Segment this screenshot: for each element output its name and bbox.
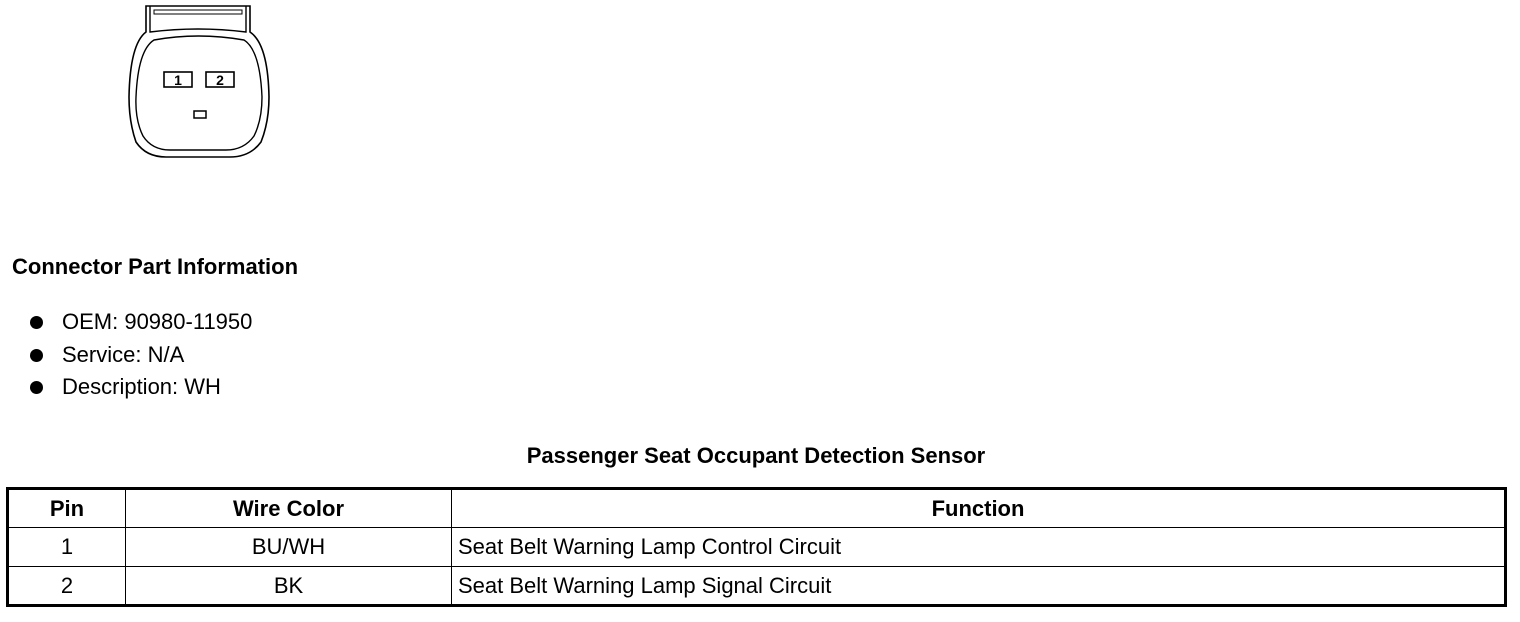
table-row <box>8 528 1506 567</box>
service-text: Service: N/A <box>62 341 185 367</box>
cell-function: Seat Belt Warning Lamp Control Circuit <box>452 528 1506 567</box>
cell-wire-color: BK <box>126 567 452 606</box>
cell-pin: 2 <box>8 567 126 606</box>
part-info-list <box>30 306 252 404</box>
bullet-icon <box>30 349 43 362</box>
bullet-icon <box>30 316 43 329</box>
connector-key-slot <box>194 111 206 118</box>
oem-text: OEM: 90980-11950 <box>62 309 253 334</box>
table-title: Passenger Seat Occupant Detection Sensor <box>526 443 986 468</box>
description-text: Description: WH <box>62 374 221 399</box>
cell-function: Seat Belt Warning Lamp Signal Circuit <box>452 567 1506 606</box>
bullet-icon <box>30 381 43 394</box>
table-row <box>8 567 1506 606</box>
pin-table <box>6 487 1507 607</box>
section-title: Connector Part Information <box>12 254 299 279</box>
header-pin: Pin <box>8 489 126 528</box>
header-wire-color: Wire Color <box>126 489 452 528</box>
header-function: Function <box>452 489 1506 528</box>
cell-pin: 1 <box>8 528 126 567</box>
pin-label-1: 1 <box>174 72 182 88</box>
list-item-service <box>30 339 252 372</box>
list-item-oem <box>30 306 252 339</box>
latch-bar <box>154 10 242 14</box>
connector-face-diagram <box>126 2 272 160</box>
list-item-description <box>30 371 252 404</box>
pin-label-2: 2 <box>216 72 224 88</box>
table-header-row <box>8 489 1506 528</box>
connector-inner-shell <box>136 36 262 150</box>
cell-wire-color: BU/WH <box>126 528 452 567</box>
